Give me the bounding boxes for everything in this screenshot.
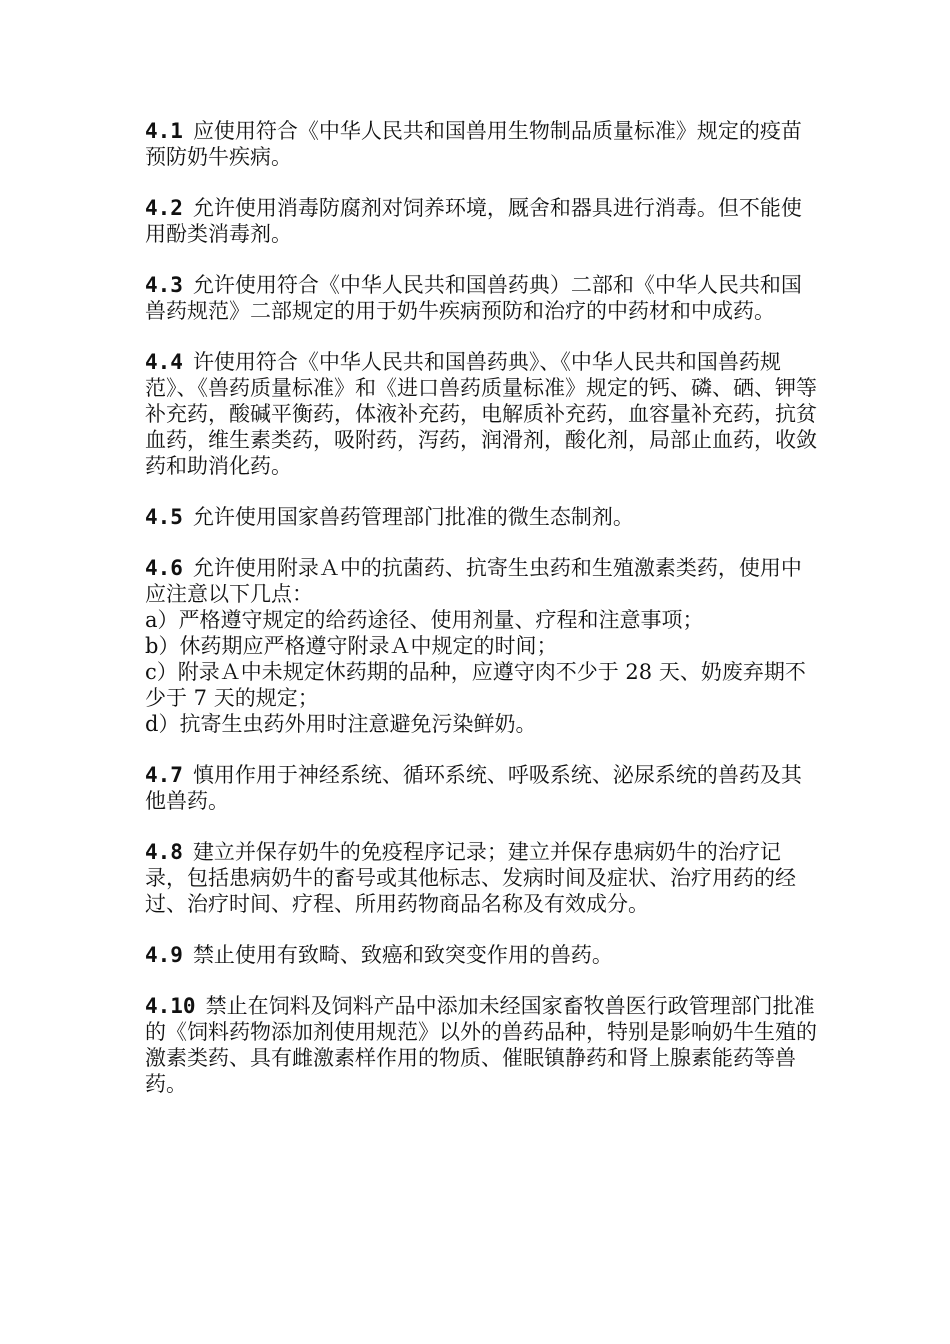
section-number: 4.7	[145, 763, 183, 787]
paragraph-4-8	[145, 839, 817, 917]
section-number: 4.1	[145, 119, 183, 143]
paragraph-text: 允许使用附录Ａ中的抗菌药、抗寄生虫药和生殖激素类药，使用中应注意以下几点：	[145, 556, 802, 606]
paragraph-text: 禁止在饲料及饲料产品中添加未经国家畜牧兽医行政管理部门批准的《饲料药物添加剂使用规范》以外的兽药品种，特别是影响奶牛生殖的激素类药、具有雌激素样作用的物质、催眠镇静药和肾上腺素能药等兽药。	[145, 994, 817, 1096]
list-item-b: b）休药期应严格遵守附录Ａ中规定的时间；	[145, 634, 558, 658]
paragraph-4-7	[145, 762, 817, 814]
list-item-c: c）附录Ａ中未规定休药期的品种，应遵守肉不少于 28 天、奶废弃期不少于 7 天的规定；	[145, 660, 806, 710]
section-number: 4.5	[145, 505, 183, 529]
paragraph-4-3	[145, 272, 817, 324]
section-number: 4.10	[145, 994, 196, 1018]
paragraph-4-5	[145, 504, 817, 530]
section-number: 4.4	[145, 350, 183, 374]
paragraph-text: 允许使用国家兽药管理部门批准的微生态制剂。	[192, 505, 634, 529]
list-item-d: d）抗寄生虫药外用时注意避免污染鲜奶。	[145, 712, 537, 736]
paragraph-text: 建立并保存奶牛的免疫程序记录；建立并保存患病奶牛的治疗记录，包括患病奶牛的畜号或其他标志、发病时间及症状、治疗用药的经过、治疗时间、疗程、所用药物商品名称及有效成分。	[145, 840, 796, 916]
paragraph-4-4	[145, 349, 817, 479]
paragraph-4-2	[145, 195, 817, 247]
paragraph-text: 允许使用符合《中华人民共和国兽药典）二部和《中华人民共和国兽药规范》二部规定的用于奶牛疾病预防和治疗的中药材和中成药。	[145, 273, 802, 323]
paragraph-text: 慎用作用于神经系统、循环系统、呼吸系统、泌尿系统的兽药及其他兽药。	[145, 763, 802, 813]
section-number: 4.6	[145, 556, 183, 580]
paragraph-4-10	[145, 993, 817, 1097]
paragraph-text: 应使用符合《中华人民共和国兽用生物制品质量标准》规定的疫苗预防奶牛疾病。	[145, 119, 802, 169]
document-page	[145, 118, 817, 1122]
section-number: 4.8	[145, 840, 183, 864]
paragraph-4-1	[145, 118, 817, 170]
section-number: 4.3	[145, 273, 183, 297]
paragraph-4-9	[145, 942, 817, 968]
paragraph-4-6	[145, 555, 817, 737]
paragraph-text: 禁止使用有致畸、致癌和致突变作用的兽药。	[192, 943, 613, 967]
section-number: 4.9	[145, 943, 183, 967]
list-item-a: a）严格遵守规定的给药途径、使用剂量、疗程和注意事项；	[145, 608, 704, 632]
paragraph-text: 允许使用消毒防腐剂对饲养环境，厩舍和器具进行消毒。但不能使用酚类消毒剂。	[145, 196, 802, 246]
section-number: 4.2	[145, 196, 183, 220]
paragraph-text: 许使用符合《中华人民共和国兽药典》、《中华人民共和国兽药规范》、《兽药质量标准》和《进口兽药质量标准》规定的钙、磷、硒、钾等补充药，酸碱平衡药，体液补充药，电解质补充药，血容量补充药，抗贫血药，维生素类药，吸附药，泻药，润滑剂，酸化剂，局部止血药，收敛药和助消化药。	[145, 350, 817, 478]
